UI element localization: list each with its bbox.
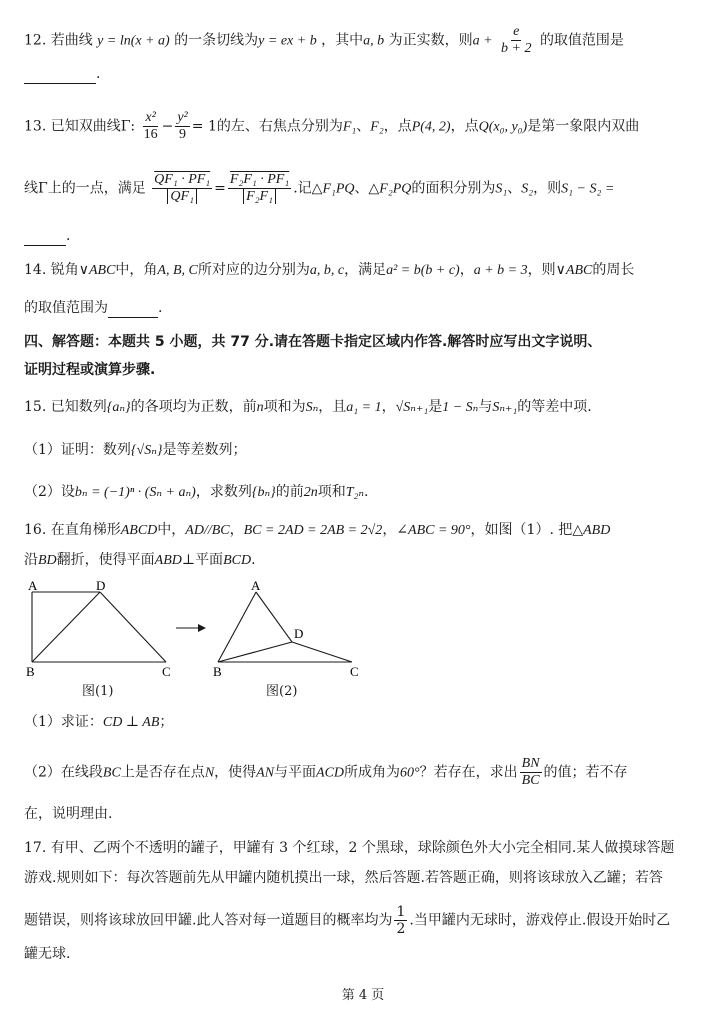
q16-part2-line2: 在，说明理由. (24, 806, 113, 822)
q15-part1: （1）证明：数列{√Sₙ}是等差数列； (24, 442, 247, 458)
q15-part2: （2）设bₙ = (−1)ⁿ · (Sₙ + aₙ)，求数列{bₙ}的前2n项和T₂ₙ. (24, 484, 369, 500)
q14-answer-blank[interactable] (108, 303, 158, 318)
arrow-icon (176, 624, 206, 632)
fig2-label-C: C (350, 664, 359, 679)
figure2-folded (218, 592, 352, 662)
fig2-label-B: B (213, 664, 222, 679)
q12-answer-blank[interactable]: . (24, 64, 706, 84)
q17-line2: 游戏.规则如下：每次答题前先从甲罐内随机摸出一球，然后答题.若答题正确，则将该球放入乙罐；若答 (24, 870, 663, 886)
figure1-caption: 图(1) (82, 684, 114, 699)
fig2-label-D: D (294, 626, 304, 641)
page-number: 第 4 页 (341, 988, 385, 1003)
q17-line3: 题错误，则将该球放回甲罐.此人答对每一道题目的概率均为 $\frac{1}{2}$ .当甲罐内无球时，游戏停止.假设开始时乙 (24, 904, 671, 937)
figure1-trapezoid (32, 592, 166, 662)
fig1-label-C: C (162, 664, 171, 679)
q12-fraction: $\frac{e}{b + 2}$ (501, 24, 532, 56)
section4-heading-line2: 证明过程或演算步骤. (24, 362, 156, 378)
q16-stem-line2: 沿BD翻折，使得平面ABD⊥平面BCD. (24, 552, 256, 568)
figure2-caption: 图(2) (266, 684, 298, 699)
q14-line1: 14. 锐角∨ABC中，角A, B, C所对应的边分别为a, b, c，满足a² = b(b + c)，a + b = 3，则∨ABC的周长 (24, 262, 635, 278)
q16-part1: （1）求证：CD ⊥ AB； (24, 714, 174, 730)
q17-line1: 17. 有甲、乙两个不透明的罐子，甲罐有 3 个红球，2 个黑球，球除颜色外大小完全相同.某人做摸球答题 (24, 840, 675, 856)
fig1-label-B: B (26, 664, 35, 679)
q16-part2-line1: （2）在线段BC上是否存在点N，使得AN与平面ACD所成角为60°？若存在，求出 $\frac{BN}{BC}$ 的值；若不存 (24, 756, 628, 788)
q16-figures (20, 578, 380, 686)
fig1-label-A: A (28, 578, 38, 593)
q13-line2: 线Γ上的一点，满足 $\frac{\text{QF₁ · PF₁}}{\text{QF₁}}$ = $\frac{\text{F₂F₁ · PF₁}}{\text{F₂F₁}}$ .记△F₁PQ、△F₂PQ的面积分别为S₁、S₂，则S₁ − S₂ = (24, 172, 615, 204)
q13-answer-blank[interactable]: . (24, 226, 706, 246)
fig2-label-A: A (251, 578, 261, 593)
q14-line2: 的取值范围为 . (24, 300, 163, 316)
q13-line1: 13. 已知双曲线Γ: $\frac{\text{x²}}{16}$ − $\frac{\text{y²}}{9}$ = 1的左、右焦点分别为F₁、F₂，点P(4, 2)，点Q(x₀, y₀)是第一象限内双曲 (24, 110, 640, 142)
fig1-label-D: D (96, 578, 106, 593)
q12-line1: 12. 若曲线 y = ln(x + a) 的一条切线为y = ex + b ，其中a, b 为正实数，则a + $\frac{e}{b + 2}$ 的取值范围是 (24, 24, 624, 56)
section4-heading-line1: 四、解答题：本题共 5 小题，共 77 分.请在答题卡指定区域内作答.解答时应写出文字说明、 (24, 334, 602, 350)
q17-line4: 罐无球. (24, 946, 71, 962)
q15-stem: 15. 已知数列{aₙ}的各项均为正数，前n项和为Sₙ，且a₁ = 1，√Sₙ₊₁是1 − Sₙ与Sₙ₊₁的等差中项. (24, 399, 592, 415)
q16-stem-line1: 16. 在直角梯形ABCD中，AD//BC，BC = 2AD = 2AB = 2√2，∠ABC = 90°，如图（1）. 把△ABD (24, 522, 611, 538)
